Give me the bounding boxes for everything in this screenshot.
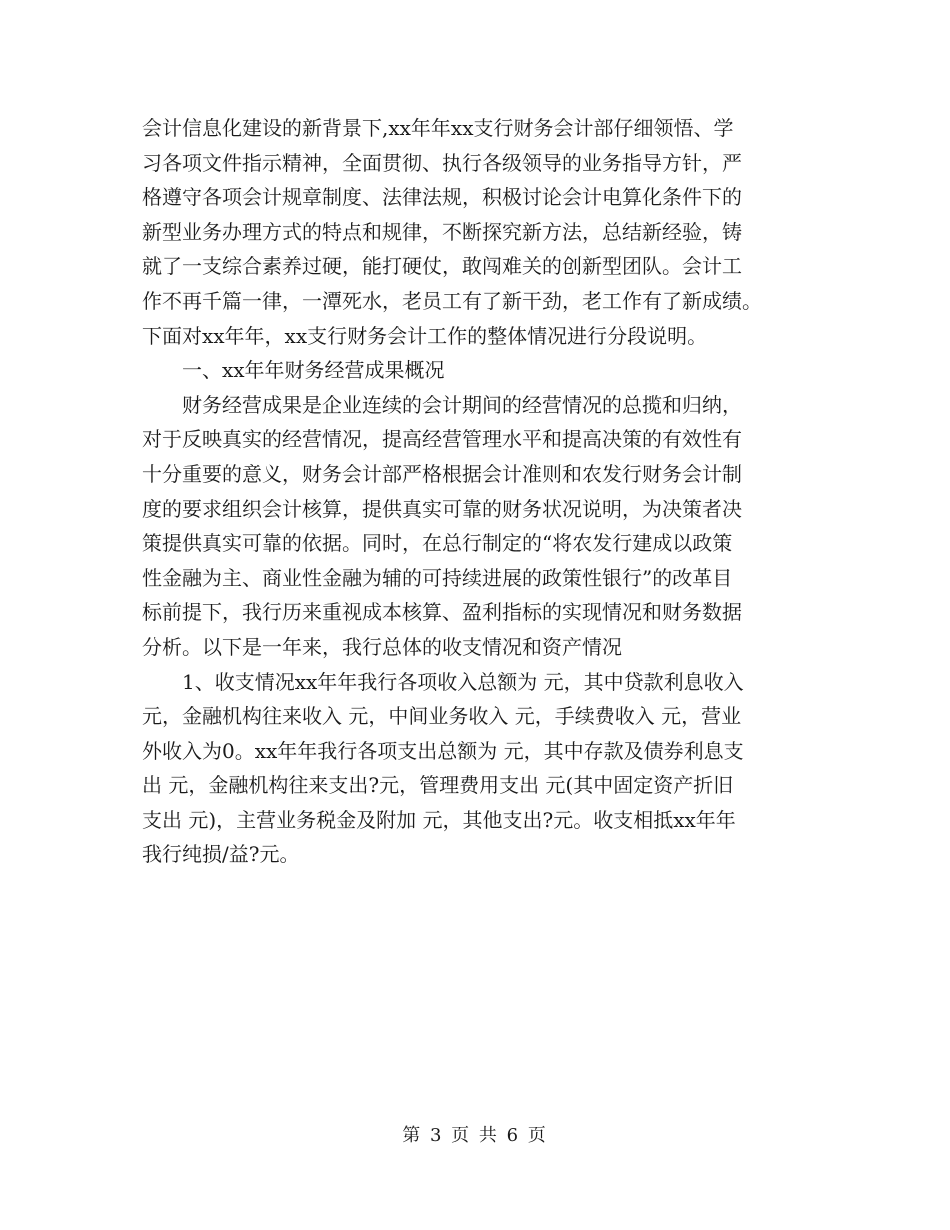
text-line: 外收入为0。xx年年我行各项支出总额为 元，其中存款及债券利息支 — [142, 738, 744, 763]
text-line: 分析。以下是一年来，我行总体的收支情况和资产情况 — [142, 634, 622, 659]
text-line: 作不再千篇一律，一潭死水，老员工有了新干劲，老工作有了新成绩。 — [142, 288, 762, 313]
text-line: 策提供真实可靠的依据。同时，在总行制定的“将农发行建成以政策 — [142, 531, 733, 556]
text-line: 习各项文件指示精神，全面贯彻、执行各级领导的业务指导方针，严 — [142, 150, 742, 175]
text-line: 性金融为主、商业性金融为辅的可持续进展的政策性银行”的改革目 — [142, 565, 733, 590]
text-line: 出 元，金融机构往来支出?元，管理费用支出 元(其中固定资产折旧 — [142, 773, 734, 798]
text-line: 支出 元)，主营业务税金及附加 元，其他支出?元。收支相抵xx年年 — [142, 807, 736, 832]
text-line: 十分重要的意义，财务会计部严格根据会计准则和农发行财务会计制 — [142, 461, 742, 486]
section-heading: 一、xx年年财务经营成果概况 — [142, 358, 445, 383]
page-number-footer: 第 3 页 共 6 页 — [402, 1125, 548, 1146]
document-body — [142, 111, 822, 872]
text-line: 对于反映真实的经营情况，提高经营管理水平和提高决策的有效性有 — [142, 427, 742, 452]
text-line: 度的要求组织会计核算，提供真实可靠的财务状况说明，为决策者决 — [142, 496, 742, 521]
text-line: 1、收支情况xx年年我行各项收入总额为 元，其中贷款利息收入 — [142, 669, 744, 694]
text-line: 格遵守各项会计规章制度、法律法规，积极讨论会计电算化条件下的 — [142, 185, 742, 210]
text-line: 标前提下，我行历来重视成本核算、盈利指标的实现情况和财务数据 — [142, 600, 742, 625]
text-line: 下面对xx年年，xx支行财务会计工作的整体情况进行分段说明。 — [142, 323, 708, 348]
text-line: 就了一支综合素养过硬，能打硬仗，敢闯难关的创新型团队。会计工 — [142, 254, 742, 279]
text-line: 会计信息化建设的新背景下,xx年年xx支行财务会计部仔细领悟、学 — [142, 116, 734, 140]
text-line: 元，金融机构往来收入 元，中间业务收入 元，手续费收入 元，营业 — [142, 704, 742, 729]
text-line: 财务经营成果是企业连续的会计期间的经营情况的总揽和归纳， — [142, 392, 742, 417]
text-line: 我行纯损/益?元。 — [142, 842, 300, 867]
text-line: 新型业务办理方式的特点和规律，不断探究新方法，总结新经验，铸 — [142, 219, 742, 244]
